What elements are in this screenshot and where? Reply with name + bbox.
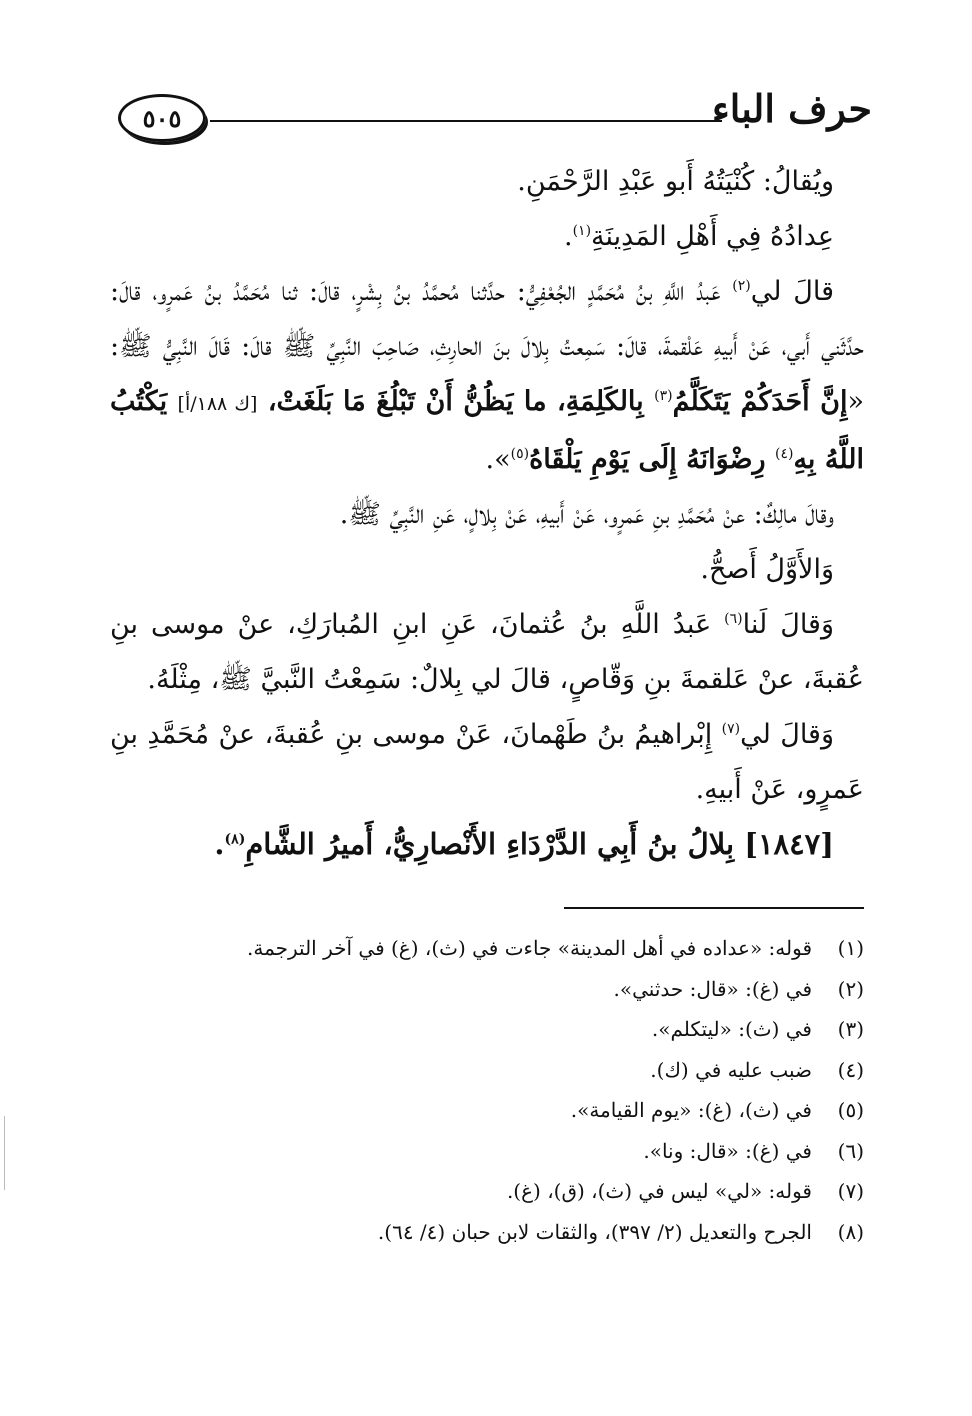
footnote-ref-1: (١) bbox=[572, 223, 592, 239]
footnote-ref-8: (٨) bbox=[224, 831, 246, 848]
paragraph-ibrahim bbox=[110, 707, 864, 817]
text-span: إِبْراهيمُ بنُ طَهْمانَ، عَنْ موسى بنِ عُقبةَ، عنْ مُحَمَّدِ بنِ عَمرٍو، عَنْ أَبيهِ. bbox=[110, 719, 864, 805]
main-text bbox=[110, 154, 864, 872]
scan-margin-line bbox=[4, 1116, 5, 1190]
paragraph-kunya: ويُقالُ: كُنْيَتُهُ أَبو عَبْدِ الرَّحْمَنِ. bbox=[517, 166, 834, 197]
text-span: ». bbox=[485, 444, 511, 475]
footnote-item bbox=[110, 928, 864, 969]
hadith-text: يَكْتُبُ اللَّهُ بِهِ bbox=[110, 386, 864, 475]
text-span: . bbox=[214, 827, 225, 861]
footnote-text: في (غ): «قال: حدثني». bbox=[613, 976, 812, 1001]
footnote-item bbox=[110, 1090, 864, 1131]
entry-title: [١٨٤٧] بِلالُ بنُ أَبِي الدَّرْدَاءِ الأَنْصارِيُّ، أَميرُ الشَّامِ bbox=[245, 827, 834, 861]
footnote-ref-2: (٢) bbox=[732, 278, 751, 294]
footnote-ref-7: (٧) bbox=[721, 721, 741, 737]
footnote-number: (٣) bbox=[837, 1017, 864, 1041]
footnote-ref-4: (٤) bbox=[774, 446, 794, 462]
footnote-number: (٧) bbox=[837, 1179, 864, 1203]
footnote-number: (٦) bbox=[837, 1138, 864, 1163]
manuscript-ref: [ك ١٨٨/أ] bbox=[177, 393, 258, 415]
footnote-text: قوله: «عداده في أهل المدينة» جاءت في (ث)، (غ) في آخر الترجمة. bbox=[247, 936, 812, 960]
paragraph-uthman bbox=[110, 597, 864, 707]
entry-heading bbox=[110, 817, 864, 872]
text-span: عَبدُ اللَّهِ بنُ عُثمانَ، عَنِ ابنِ المُبارَكِ، عنْ موسى بنِ عُقبةَ، عنْ عَلقمةَ بنِ وَقّاصٍ، قالَ لي بِلالٌ: سَمِعْتُ النَّبيَّ ﷺ، مِثْلَهُ. bbox=[110, 609, 864, 695]
footnote-item bbox=[110, 1131, 864, 1172]
chapter-title: حرف الباء bbox=[711, 86, 872, 131]
hadith-text: إِنَّ أَحَدَكُمْ يَتَكَلَّمُ bbox=[672, 386, 848, 417]
footnote-ref-6: (٦) bbox=[724, 611, 743, 627]
footnote-number: (٢) bbox=[837, 976, 864, 1001]
footnote-text: في (ث)، (غ): «يوم القيامة». bbox=[570, 1098, 812, 1122]
footnote-item bbox=[110, 1050, 864, 1091]
text-span: عِدادُهُ فِي أَهْلِ المَدِينَةِ bbox=[591, 221, 834, 252]
footnote-text: في (غ): «قال: ونا». bbox=[643, 1138, 812, 1163]
footnote-item bbox=[110, 1171, 864, 1212]
footnote-text: في (ث): «ليتكلم». bbox=[651, 1017, 812, 1041]
footnote-ref-5: (٥) bbox=[510, 446, 530, 462]
footnote-number: (٨) bbox=[837, 1219, 864, 1244]
footnote-number: (١) bbox=[837, 936, 864, 960]
footnote-text: ضبب عليه في (ك). bbox=[650, 1057, 812, 1082]
footnote-text: الجرح والتعديل (٢/ ٣٩٧)، والثقات لابن حبان (٤/ ٦٤). bbox=[377, 1219, 812, 1244]
hadith-text: رِضْوَانَهُ إِلَى يَوْمِ يَلْقَاهُ bbox=[529, 444, 775, 475]
header-rule bbox=[210, 120, 722, 122]
footnote-text: قوله: «لي» ليس في (ث)، (ق)، (غ). bbox=[506, 1179, 812, 1203]
text-span: قالَ لي bbox=[750, 276, 834, 307]
text-span: عَبدُ اللَّهِ بنُ مُحَمَّدٍ الجُعْفِيُّ: حدَّثنا مُحمَّدُ بنُ بِشْرٍ، قالَ: ثنا مُحَمَّدُ بنُ عَمرٍو، قالَ: حدَّثَني أَبي، عَنْ أَبيهِ عَلْقمةَ، قالَ: سَمِعتُ بِلالَ بنَ الحارِثِ، صَاحِبَ النَّبِيِّ ﷺ قالَ: قَالَ النَّبِيُّ ﷺ: « bbox=[110, 276, 864, 417]
paragraph-idad bbox=[110, 209, 864, 264]
paragraph-malik: وقالَ مالِكٌ: عنْ مُحَمَّدِ بنِ عَمرٍو، عَنْ أَبيهِ، عَنْ بِلالٍ، عَنِ النَّبِيِّ ﷺ. bbox=[339, 499, 834, 530]
text-span: وَقالَ لَنا bbox=[742, 609, 834, 640]
text-span: . bbox=[563, 221, 573, 252]
paragraph-hadith bbox=[110, 264, 864, 487]
footnote-ref-3: (٣) bbox=[654, 388, 673, 404]
text-span: وَقالَ لي bbox=[740, 719, 834, 750]
footnote-separator bbox=[564, 907, 864, 909]
hadith-text: بِالكَلِمَةِ، ما يَظُنُّ أَنْ تَبْلُغَ مَا بَلَغَتْ، bbox=[257, 386, 655, 417]
footnote-item bbox=[110, 1212, 864, 1253]
footnote-number: (٥) bbox=[837, 1098, 864, 1122]
footnote-number: (٤) bbox=[837, 1057, 864, 1082]
page-header bbox=[118, 84, 872, 144]
footnote-item bbox=[110, 1009, 864, 1050]
footnote-item bbox=[110, 969, 864, 1010]
page-number-badge: ٥٠٥ bbox=[118, 94, 206, 142]
paragraph-asah: وَالأَوَّلُ أَصحُّ. bbox=[700, 554, 834, 585]
footnotes bbox=[110, 928, 864, 1252]
